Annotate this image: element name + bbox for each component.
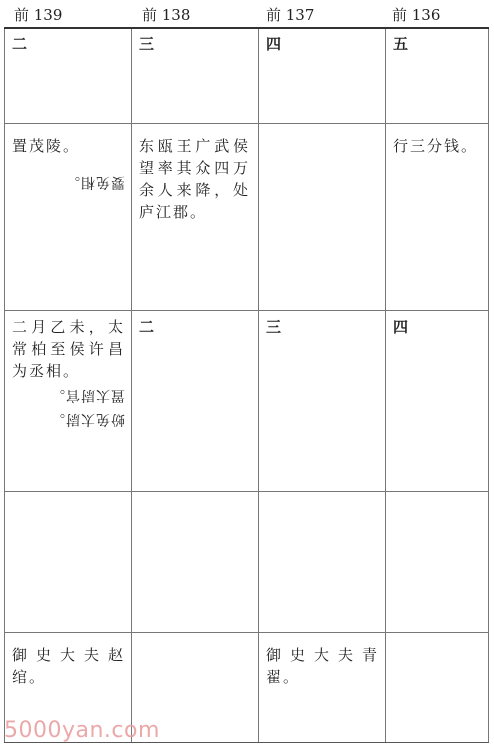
- table-cell: [385, 491, 488, 632]
- year-header-139bc: 前 139: [14, 6, 63, 24]
- table-cell: [258, 310, 385, 491]
- event-text: 御史大夫赵绾。: [12, 646, 125, 686]
- inverted-official-note: 婴免相。: [65, 174, 125, 190]
- year-number: 二: [139, 318, 155, 336]
- table-cell: [385, 310, 488, 491]
- event-text: 东瓯王广武侯望率其众四万余人来降，处庐江郡。: [139, 137, 250, 221]
- table-cell: [131, 310, 258, 491]
- year-header-137bc: 前 137: [266, 6, 315, 24]
- table-cell: [258, 491, 385, 632]
- table-cell: [385, 123, 488, 310]
- event-text: 二月乙未，太常柏至侯许昌为丞相。: [12, 318, 125, 380]
- site-watermark: 5000yan.com: [4, 718, 160, 743]
- table-cell: [258, 123, 385, 310]
- year-number: 三: [139, 35, 155, 53]
- table-cell: [131, 491, 258, 632]
- year-number: 五: [393, 35, 409, 53]
- year-number: 四: [393, 318, 409, 336]
- year-header-138bc: 前 138: [142, 6, 191, 24]
- year-number: 三: [266, 318, 282, 336]
- table-cell: [385, 632, 488, 745]
- inverted-official-note: 蚡免太尉。: [50, 411, 125, 427]
- event-text: 置茂陵。: [12, 137, 81, 155]
- year-number: 四: [266, 35, 282, 53]
- year-number: 二: [12, 35, 28, 53]
- table-cell: [131, 29, 258, 123]
- inverted-official-note: 置太尉官。: [50, 387, 125, 403]
- table-cell: [4, 29, 131, 123]
- table-grid: [4, 27, 489, 743]
- table-cell: [385, 29, 488, 123]
- table-cell: [4, 123, 131, 310]
- event-text: 行三分钱。: [393, 137, 479, 155]
- year-header-136bc: 前 136: [392, 6, 441, 24]
- table-cell: [4, 491, 131, 632]
- table-cell: [258, 632, 385, 745]
- table-cell: [131, 123, 258, 310]
- event-text: 御史大夫青翟。: [266, 646, 379, 686]
- table-cell: [258, 29, 385, 123]
- column-divider: [488, 29, 489, 742]
- table-cell: [4, 310, 131, 491]
